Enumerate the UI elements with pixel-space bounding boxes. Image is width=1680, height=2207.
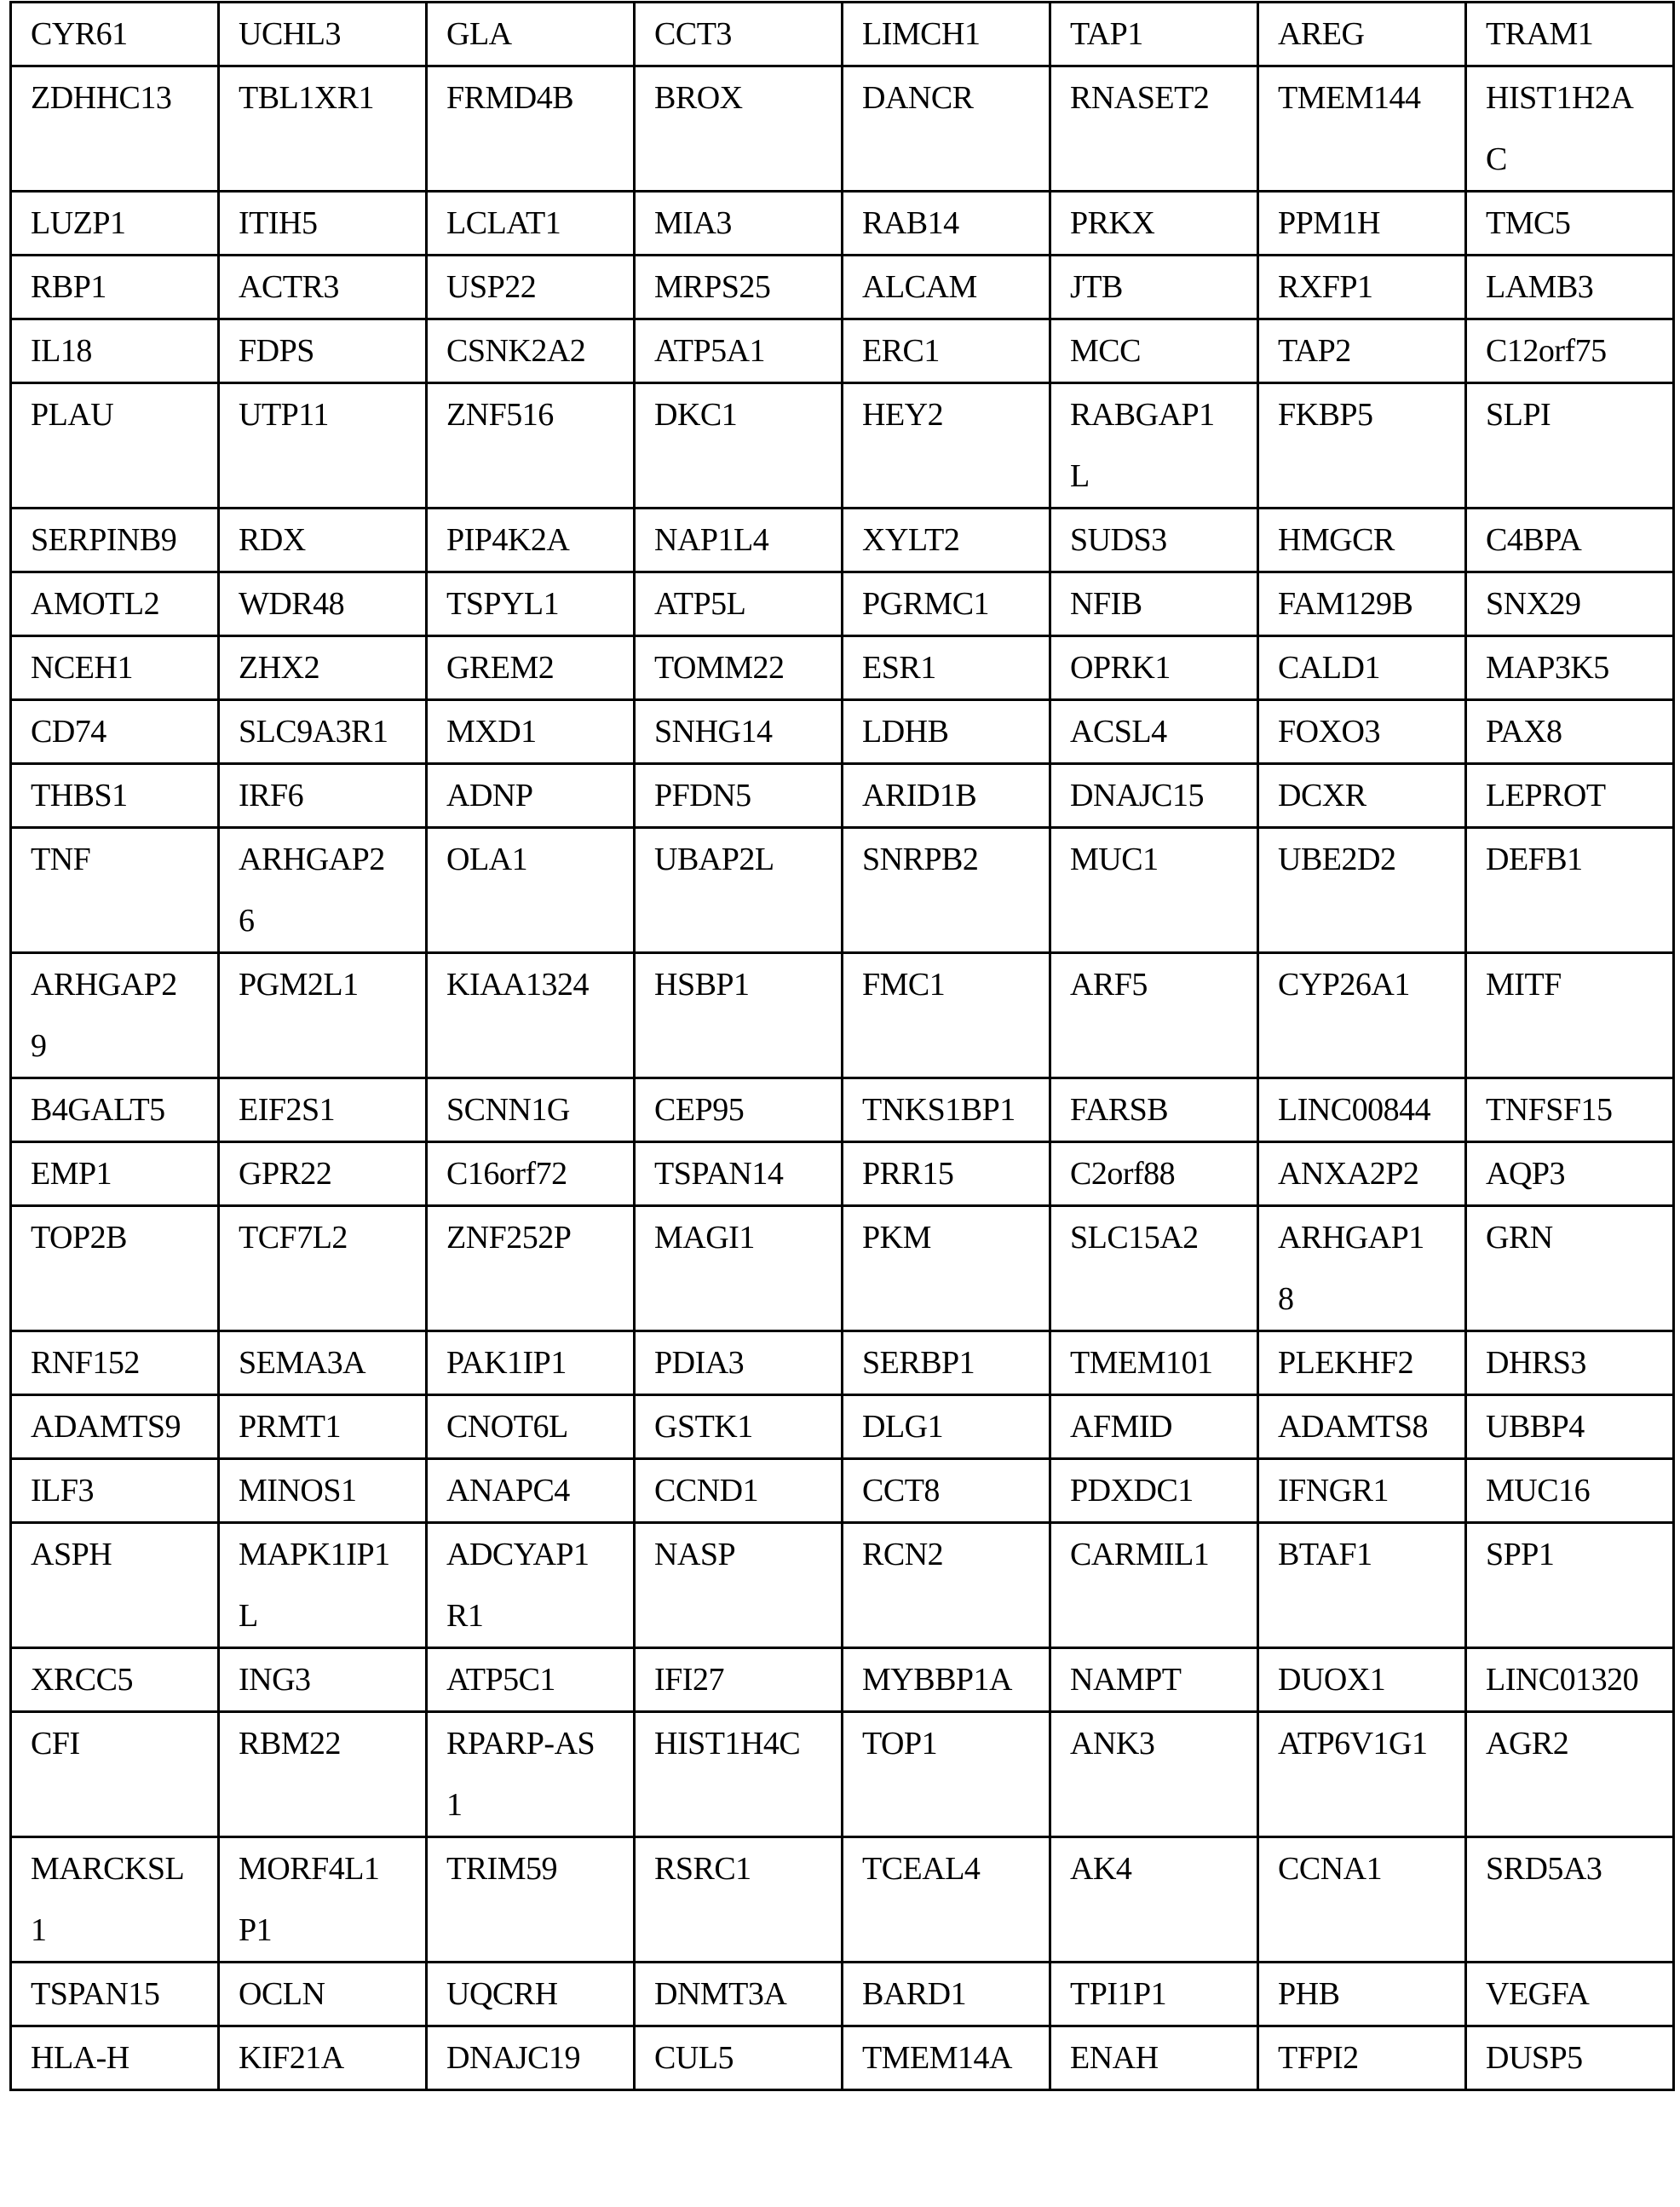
table-row — [11, 3, 1674, 66]
gene-cell: ANAPC4 — [427, 1459, 635, 1523]
gene-cell: SCNN1G — [427, 1078, 635, 1142]
gene-cell: GREM2 — [427, 636, 635, 700]
gene-cell: CD74 — [11, 700, 219, 764]
table-row — [11, 828, 1674, 953]
gene-cell: PKM — [843, 1206, 1050, 1331]
gene-cell: TOMM22 — [635, 636, 843, 700]
table-row — [11, 256, 1674, 319]
gene-cell: PAX8 — [1466, 700, 1674, 764]
gene-cell: GPR22 — [219, 1142, 427, 1206]
table-row — [11, 572, 1674, 636]
gene-cell: BROX — [635, 66, 843, 192]
gene-cell: TSPYL1 — [427, 572, 635, 636]
gene-cell: BTAF1 — [1258, 1523, 1466, 1648]
gene-cell: GLA — [427, 3, 635, 66]
table-row — [11, 1648, 1674, 1712]
gene-cell: ASPH — [11, 1523, 219, 1648]
table-row — [11, 1078, 1674, 1142]
gene-cell: ANXA2P2 — [1258, 1142, 1466, 1206]
gene-cell: CYR61 — [11, 3, 219, 66]
gene-cell: HMGCR — [1258, 509, 1466, 572]
gene-cell: DKC1 — [635, 383, 843, 509]
gene-cell: PIP4K2A — [427, 509, 635, 572]
gene-cell: SNRPB2 — [843, 828, 1050, 953]
gene-cell: UBAP2L — [635, 828, 843, 953]
table-row — [11, 700, 1674, 764]
gene-cell: ITIH5 — [219, 192, 427, 256]
gene-cell: ARHGAP29 — [11, 953, 219, 1078]
gene-cell: RNASET2 — [1050, 66, 1258, 192]
gene-cell: PFDN5 — [635, 764, 843, 828]
gene-cell: ZNF252P — [427, 1206, 635, 1331]
gene-cell: ARHGAP18 — [1258, 1206, 1466, 1331]
table-row — [11, 383, 1674, 509]
gene-cell: LINC01320 — [1466, 1648, 1674, 1712]
gene-cell: MAP3K5 — [1466, 636, 1674, 700]
gene-cell: CYP26A1 — [1258, 953, 1466, 1078]
gene-cell: SEMA3A — [219, 1331, 427, 1395]
gene-cell: ILF3 — [11, 1459, 219, 1523]
gene-cell: LAMB3 — [1466, 256, 1674, 319]
gene-cell: HIST1H4C — [635, 1712, 843, 1837]
gene-cell: MITF — [1466, 953, 1674, 1078]
gene-cell: MYBBP1A — [843, 1648, 1050, 1712]
gene-cell: KIF21A — [219, 2026, 427, 2090]
gene-cell: FRMD4B — [427, 66, 635, 192]
gene-cell: ING3 — [219, 1648, 427, 1712]
gene-cell: DNMT3A — [635, 1963, 843, 2026]
gene-cell: PAK1IP1 — [427, 1331, 635, 1395]
gene-cell: ZHX2 — [219, 636, 427, 700]
table-row — [11, 1459, 1674, 1523]
table-row — [11, 764, 1674, 828]
gene-cell: TAP2 — [1258, 319, 1466, 383]
gene-cell: SUDS3 — [1050, 509, 1258, 572]
table-row — [11, 509, 1674, 572]
table-row — [11, 953, 1674, 1078]
table-row — [11, 1712, 1674, 1837]
gene-cell: TNKS1BP1 — [843, 1078, 1050, 1142]
gene-cell: CCT3 — [635, 3, 843, 66]
gene-cell: PLEKHF2 — [1258, 1331, 1466, 1395]
table-row — [11, 1206, 1674, 1331]
gene-cell: RNF152 — [11, 1331, 219, 1395]
gene-cell: KIAA1324 — [427, 953, 635, 1078]
gene-cell: LDHB — [843, 700, 1050, 764]
gene-cell: VEGFA — [1466, 1963, 1674, 2026]
gene-cell: TOP1 — [843, 1712, 1050, 1837]
gene-cell: HIST1H2AC — [1466, 66, 1674, 192]
gene-cell: RSRC1 — [635, 1837, 843, 1963]
table-row — [11, 1963, 1674, 2026]
gene-cell: PRMT1 — [219, 1395, 427, 1459]
gene-cell: HLA-H — [11, 2026, 219, 2090]
gene-cell: CCT8 — [843, 1459, 1050, 1523]
table-row — [11, 319, 1674, 383]
gene-cell: C4BPA — [1466, 509, 1674, 572]
gene-cell: MAGI1 — [635, 1206, 843, 1331]
gene-cell: TMC5 — [1466, 192, 1674, 256]
gene-cell: MXD1 — [427, 700, 635, 764]
gene-cell: PDXDC1 — [1050, 1459, 1258, 1523]
gene-cell: XYLT2 — [843, 509, 1050, 572]
gene-cell: TNFSF15 — [1466, 1078, 1674, 1142]
gene-cell: ESR1 — [843, 636, 1050, 700]
gene-cell: IRF6 — [219, 764, 427, 828]
gene-cell: ZDHHC13 — [11, 66, 219, 192]
gene-cell: NFIB — [1050, 572, 1258, 636]
gene-cell: MIA3 — [635, 192, 843, 256]
table-row — [11, 1523, 1674, 1648]
gene-cell: BARD1 — [843, 1963, 1050, 2026]
gene-cell: AMOTL2 — [11, 572, 219, 636]
gene-cell: PGRMC1 — [843, 572, 1050, 636]
gene-cell: MCC — [1050, 319, 1258, 383]
gene-cell: THBS1 — [11, 764, 219, 828]
gene-cell: CCNA1 — [1258, 1837, 1466, 1963]
gene-cell: ADAMTS8 — [1258, 1395, 1466, 1459]
table-row — [11, 2026, 1674, 2090]
gene-cell: CSNK2A2 — [427, 319, 635, 383]
gene-cell: NCEH1 — [11, 636, 219, 700]
gene-cell: NAMPT — [1050, 1648, 1258, 1712]
gene-cell: ERC1 — [843, 319, 1050, 383]
table-row — [11, 1837, 1674, 1963]
gene-cell: PPM1H — [1258, 192, 1466, 256]
gene-cell: MORF4L1P1 — [219, 1837, 427, 1963]
gene-cell: DUOX1 — [1258, 1648, 1466, 1712]
gene-cell: NAP1L4 — [635, 509, 843, 572]
gene-cell: RDX — [219, 509, 427, 572]
gene-cell: RBP1 — [11, 256, 219, 319]
gene-cell: C16orf72 — [427, 1142, 635, 1206]
gene-cell: MUC1 — [1050, 828, 1258, 953]
gene-cell: DHRS3 — [1466, 1331, 1674, 1395]
gene-cell: FDPS — [219, 319, 427, 383]
gene-cell: HEY2 — [843, 383, 1050, 509]
table-row — [11, 1142, 1674, 1206]
gene-cell: DCXR — [1258, 764, 1466, 828]
gene-cell: UQCRH — [427, 1963, 635, 2026]
gene-cell: MAPK1IP1L — [219, 1523, 427, 1648]
gene-cell: C12orf75 — [1466, 319, 1674, 383]
gene-cell: TMEM144 — [1258, 66, 1466, 192]
gene-cell: DLG1 — [843, 1395, 1050, 1459]
gene-cell: DNAJC19 — [427, 2026, 635, 2090]
gene-cell: TRAM1 — [1466, 3, 1674, 66]
gene-cell: SERBP1 — [843, 1331, 1050, 1395]
gene-cell: ALCAM — [843, 256, 1050, 319]
gene-cell: NASP — [635, 1523, 843, 1648]
gene-cell: LUZP1 — [11, 192, 219, 256]
gene-cell: PLAU — [11, 383, 219, 509]
gene-cell: JTB — [1050, 256, 1258, 319]
gene-cell: ADNP — [427, 764, 635, 828]
gene-cell: RCN2 — [843, 1523, 1050, 1648]
gene-cell: SNHG14 — [635, 700, 843, 764]
table-row — [11, 1331, 1674, 1395]
gene-cell: B4GALT5 — [11, 1078, 219, 1142]
gene-cell: MINOS1 — [219, 1459, 427, 1523]
gene-cell: C2orf88 — [1050, 1142, 1258, 1206]
gene-cell: IL18 — [11, 319, 219, 383]
gene-cell: ATP5A1 — [635, 319, 843, 383]
gene-cell: PRR15 — [843, 1142, 1050, 1206]
gene-cell: SLC9A3R1 — [219, 700, 427, 764]
gene-cell: TPI1P1 — [1050, 1963, 1258, 2026]
gene-cell: CEP95 — [635, 1078, 843, 1142]
gene-cell: ANK3 — [1050, 1712, 1258, 1837]
gene-cell: PDIA3 — [635, 1331, 843, 1395]
gene-cell: ARID1B — [843, 764, 1050, 828]
gene-cell: OCLN — [219, 1963, 427, 2026]
gene-cell: SERPINB9 — [11, 509, 219, 572]
gene-cell: FAM129B — [1258, 572, 1466, 636]
gene-cell: IFNGR1 — [1258, 1459, 1466, 1523]
gene-cell: TRIM59 — [427, 1837, 635, 1963]
gene-cell: HSBP1 — [635, 953, 843, 1078]
gene-cell: ARF5 — [1050, 953, 1258, 1078]
gene-cell: SPP1 — [1466, 1523, 1674, 1648]
gene-cell: ATP6V1G1 — [1258, 1712, 1466, 1837]
gene-cell: TCF7L2 — [219, 1206, 427, 1331]
gene-cell: EMP1 — [11, 1142, 219, 1206]
gene-cell: ATP5C1 — [427, 1648, 635, 1712]
gene-cell: DNAJC15 — [1050, 764, 1258, 828]
gene-cell: XRCC5 — [11, 1648, 219, 1712]
gene-cell: SNX29 — [1466, 572, 1674, 636]
gene-cell: FKBP5 — [1258, 383, 1466, 509]
gene-cell: UBE2D2 — [1258, 828, 1466, 953]
gene-cell: ACSL4 — [1050, 700, 1258, 764]
gene-cell: AQP3 — [1466, 1142, 1674, 1206]
gene-cell: TMEM14A — [843, 2026, 1050, 2090]
gene-cell: AREG — [1258, 3, 1466, 66]
gene-cell: LINC00844 — [1258, 1078, 1466, 1142]
gene-cell: RPARP-AS1 — [427, 1712, 635, 1837]
gene-cell: AGR2 — [1466, 1712, 1674, 1837]
gene-cell: TFPI2 — [1258, 2026, 1466, 2090]
gene-cell: LCLAT1 — [427, 192, 635, 256]
gene-cell: UTP11 — [219, 383, 427, 509]
gene-cell: PHB — [1258, 1963, 1466, 2026]
gene-cell: ACTR3 — [219, 256, 427, 319]
gene-cell: RABGAP1L — [1050, 383, 1258, 509]
gene-cell: OPRK1 — [1050, 636, 1258, 700]
gene-cell: ZNF516 — [427, 383, 635, 509]
gene-cell: IFI27 — [635, 1648, 843, 1712]
gene-cell: DEFB1 — [1466, 828, 1674, 953]
gene-cell: TSPAN15 — [11, 1963, 219, 2026]
gene-cell: CFI — [11, 1712, 219, 1837]
gene-cell: MARCKSL1 — [11, 1837, 219, 1963]
gene-cell: GSTK1 — [635, 1395, 843, 1459]
gene-cell: MRPS25 — [635, 256, 843, 319]
gene-cell: CUL5 — [635, 2026, 843, 2090]
gene-cell: GRN — [1466, 1206, 1674, 1331]
gene-cell: ENAH — [1050, 2026, 1258, 2090]
gene-cell: AK4 — [1050, 1837, 1258, 1963]
gene-cell: ATP5L — [635, 572, 843, 636]
gene-cell: FOXO3 — [1258, 700, 1466, 764]
gene-cell: USP22 — [427, 256, 635, 319]
table-row — [11, 636, 1674, 700]
gene-cell: RXFP1 — [1258, 256, 1466, 319]
gene-cell: TBL1XR1 — [219, 66, 427, 192]
gene-cell: CCND1 — [635, 1459, 843, 1523]
gene-cell: RAB14 — [843, 192, 1050, 256]
table-row — [11, 1395, 1674, 1459]
gene-cell: ADAMTS9 — [11, 1395, 219, 1459]
gene-cell: FARSB — [1050, 1078, 1258, 1142]
gene-cell: TNF — [11, 828, 219, 953]
gene-cell: PGM2L1 — [219, 953, 427, 1078]
gene-cell: TSPAN14 — [635, 1142, 843, 1206]
gene-cell: UCHL3 — [219, 3, 427, 66]
gene-cell: SLC15A2 — [1050, 1206, 1258, 1331]
gene-cell: FMC1 — [843, 953, 1050, 1078]
gene-cell: ARHGAP26 — [219, 828, 427, 953]
gene-cell: DANCR — [843, 66, 1050, 192]
gene-table-body — [11, 3, 1674, 2090]
gene-cell: SLPI — [1466, 383, 1674, 509]
gene-cell: SRD5A3 — [1466, 1837, 1674, 1963]
gene-cell: EIF2S1 — [219, 1078, 427, 1142]
gene-cell: UBBP4 — [1466, 1395, 1674, 1459]
gene-cell: CARMIL1 — [1050, 1523, 1258, 1648]
gene-table — [9, 1, 1675, 2091]
gene-cell: ADCYAP1R1 — [427, 1523, 635, 1648]
table-row — [11, 66, 1674, 192]
table-row — [11, 192, 1674, 256]
gene-cell: LIMCH1 — [843, 3, 1050, 66]
gene-cell: RBM22 — [219, 1712, 427, 1837]
gene-cell: WDR48 — [219, 572, 427, 636]
gene-cell: PRKX — [1050, 192, 1258, 256]
gene-cell: TMEM101 — [1050, 1331, 1258, 1395]
gene-cell: TOP2B — [11, 1206, 219, 1331]
gene-cell: TAP1 — [1050, 3, 1258, 66]
gene-cell: CALD1 — [1258, 636, 1466, 700]
gene-cell: OLA1 — [427, 828, 635, 953]
gene-cell: MUC16 — [1466, 1459, 1674, 1523]
gene-cell: TCEAL4 — [843, 1837, 1050, 1963]
gene-cell: DUSP5 — [1466, 2026, 1674, 2090]
gene-cell: AFMID — [1050, 1395, 1258, 1459]
gene-cell: CNOT6L — [427, 1395, 635, 1459]
gene-cell: LEPROT — [1466, 764, 1674, 828]
